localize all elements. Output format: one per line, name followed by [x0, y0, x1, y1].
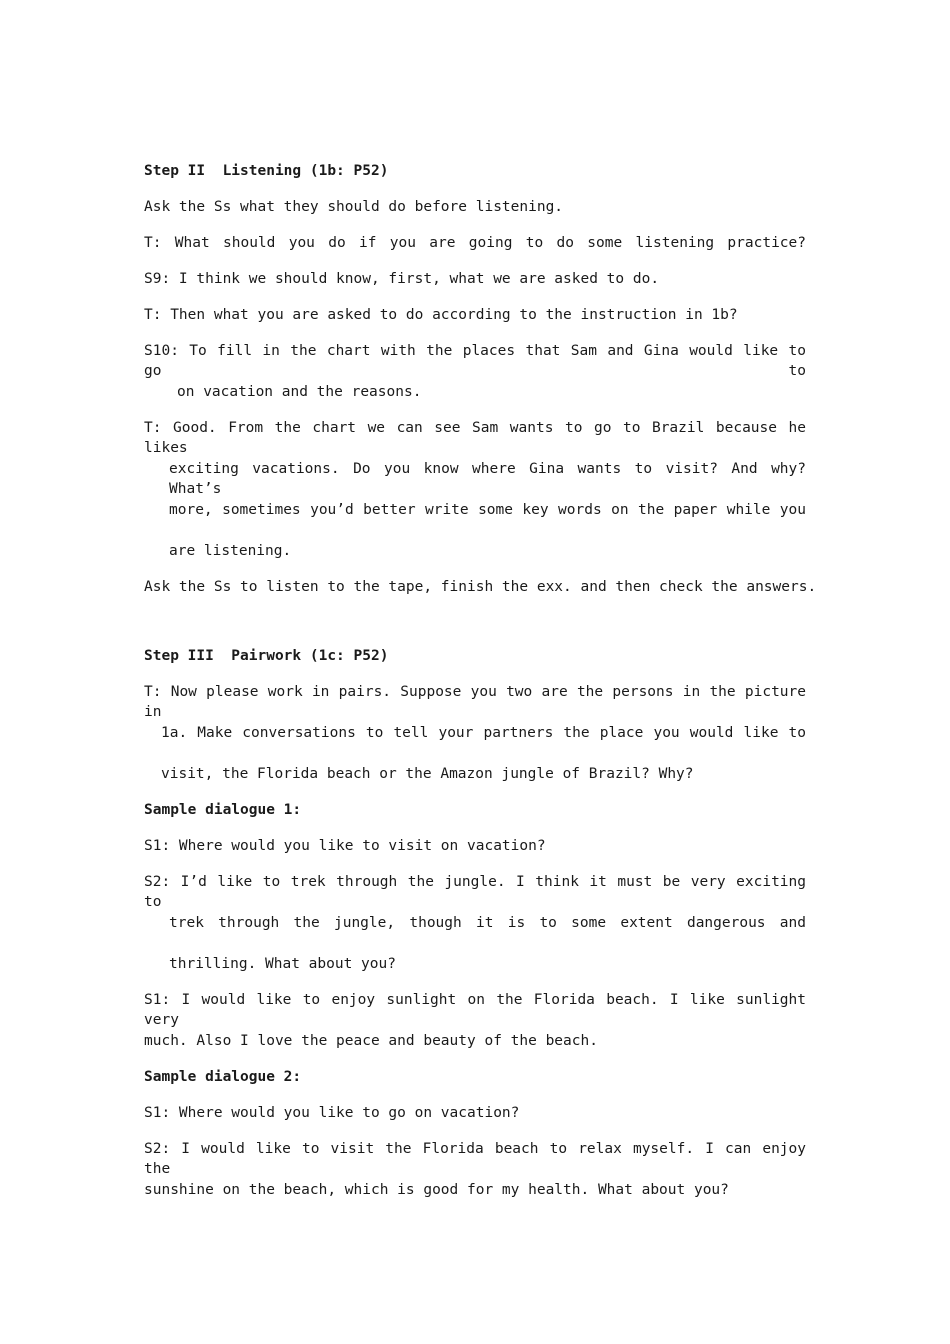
sample1-line-3b: much. Also I love the peace and beauty of the beach.: [144, 1033, 598, 1049]
sample1-line-2b: trek through the jungle, though it is to some extent dangerous and: [169, 915, 806, 931]
step2-line-4: T: Then what you are asked to do according to the instruction in 1b?: [144, 307, 738, 323]
sample1-line-2c: thrilling. What about you?: [169, 956, 396, 972]
step2-line-3: S9: I think we should know, first, what we are asked to do.: [144, 271, 660, 287]
sample2-line-2b: sunshine on the beach, which is good for my health. What about you?: [144, 1182, 729, 1198]
step2-line-2: T: What should you do if you are going to do some listening practice?: [144, 235, 806, 251]
sample1-heading: Sample dialogue 1:: [144, 802, 302, 818]
step2-heading: Step II Listening (1b: P52): [144, 163, 389, 179]
sample1-line-2a: S2: I’d like to trek through the jungle. I think it must be very exciting to: [144, 874, 806, 910]
step2-line-6c: more, sometimes you’d better write some key words on the paper while you: [169, 502, 806, 518]
sample1-line-3a: S1: I would like to enjoy sunlight on the Florida beach. I like sunlight very: [144, 992, 806, 1028]
sample1-line-1: S1: Where would you like to visit on vacation?: [144, 838, 546, 854]
step2-line-6a: T: Good. From the chart we can see Sam wants to go to Brazil because he likes: [144, 420, 806, 456]
step2-line-6d: are listening.: [169, 543, 292, 559]
step2-line-7: Ask the Ss to listen to the tape, finish the exx. and then check the answers.: [144, 579, 817, 595]
sample2-line-1: S1: Where would you like to go on vacation?: [144, 1105, 520, 1121]
sample2-heading: Sample dialogue 2:: [144, 1069, 302, 1085]
sample2-line-2a: S2: I would like to visit the Florida beach to relax myself. I can enjoy the: [144, 1141, 806, 1177]
step3-line-1a: T: Now please work in pairs. Suppose you two are the persons in the picture in: [144, 684, 806, 720]
step2-line-5b: on vacation and the reasons.: [177, 384, 422, 400]
step2-line-6b: exciting vacations. Do you know where Gina wants to visit? And why? What’s: [169, 461, 806, 497]
step3-line-1c: visit, the Florida beach or the Amazon jungle of Brazil? Why?: [161, 766, 694, 782]
step3-line-1b: 1a. Make conversations to tell your partners the place you would like to: [161, 725, 806, 741]
step3-heading: Step III Pairwork (1c: P52): [144, 648, 389, 664]
step2-line-5a: S10: To fill in the chart with the places that Sam and Gina would like to go to: [144, 343, 806, 379]
step2-line-1: Ask the Ss what they should do before listening.: [144, 199, 564, 215]
